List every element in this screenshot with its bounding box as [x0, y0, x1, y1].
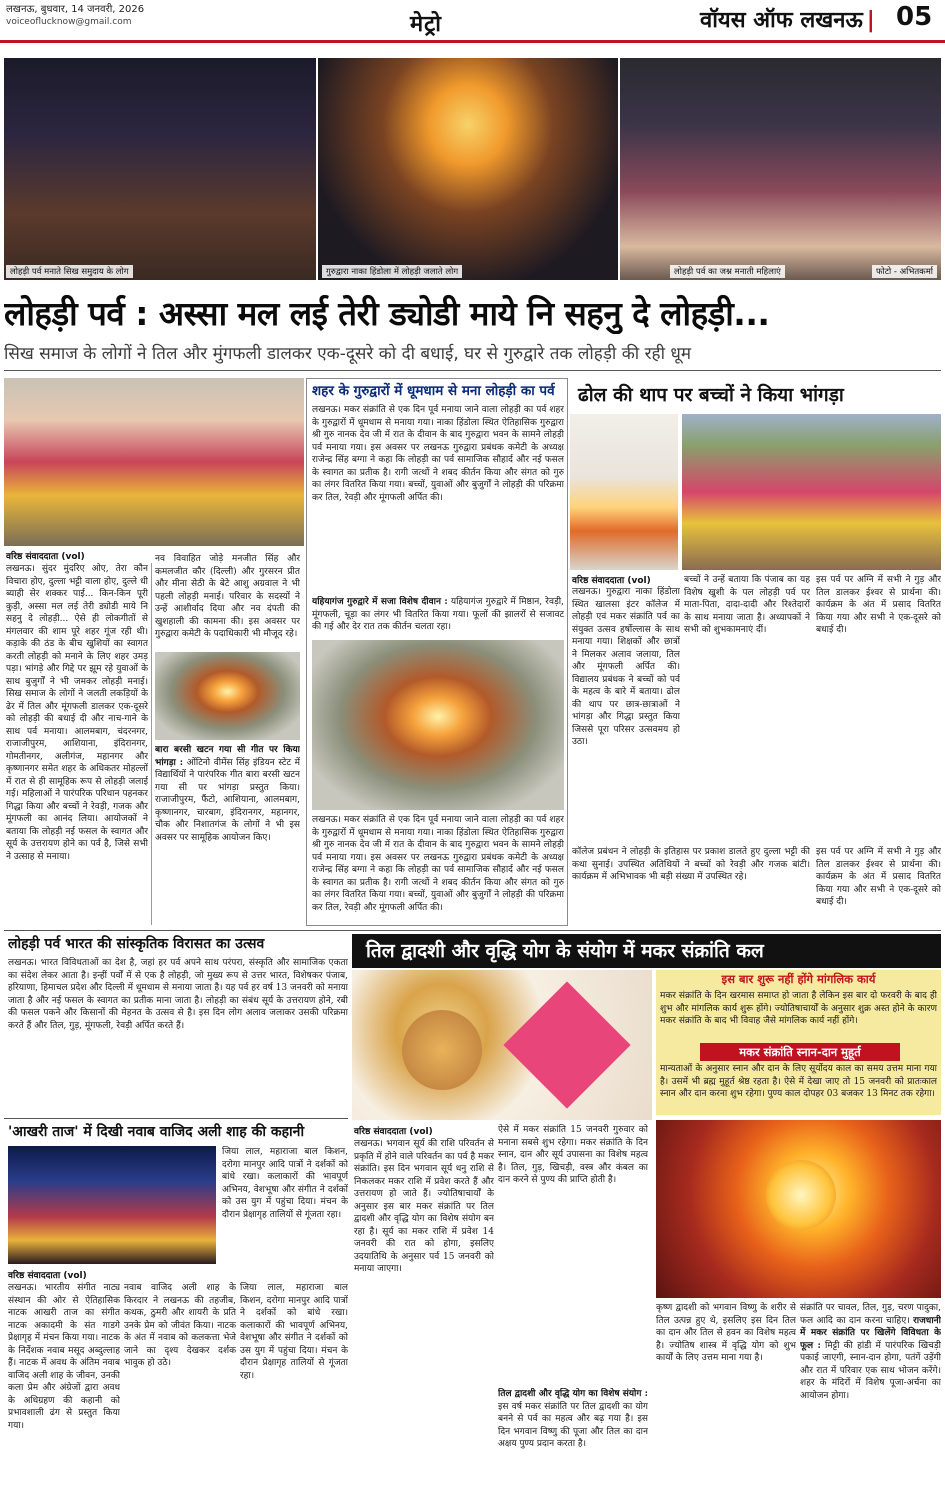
section-rule [4, 930, 941, 931]
byline-dhol: वरिष्ठ संवाददाता (vol) [572, 576, 651, 586]
akhri-body-2-cont: जिया लाल, महाराजा बाल किशन, दरोगा मानपुर आदि पात्रों ने दर्शकों को बांधे रखा। कलाकारों की भावपूर्ण अभिनय, वेशभूषा और संगीत ने दर्शकों को उस युग में पहुंचा दिया। मंचन के दौरान प्रेक्षागृह तालियों से गूंजता रहा। [240, 1283, 348, 1381]
byline-left: वरिष्ठ संवाददाता (vol) [6, 552, 85, 562]
photo-small-bonfire [155, 652, 300, 740]
dhol-body-4: इस पर्व पर अग्नि में सभी ने गुड़ और तिल डालकर ईश्वर से प्रार्थना की। कार्यक्रम के अंत में प्रसाद वितरित किया गया और सभी ने एक-दूसरे को बधाई दी। [816, 575, 941, 635]
dateline: लखनऊ, बुधवार, 14 जनवरी, 2026 [6, 4, 145, 15]
photo-women-celebrating [620, 58, 941, 280]
photo-crowd-dancing [4, 378, 304, 546]
photo-caption-2: गुरुद्वारा नाका हिंडोला में लोहड़ी जलाते लोग [322, 265, 462, 278]
photo-credit: फोटो - अभितकर्मा [872, 265, 937, 278]
photo-stage-play [8, 1146, 216, 1264]
dhol-body-2: कॉलेज प्रबंधन ने लोहड़ी के इतिहास पर प्रकाश डालते हुए दुल्ला भट्टी की कथा सुनाई। उपस्थित अतिथियों ने बच्चों को रेवड़ी और गजक बांटी। कार्यक्रम में अभिभावक भी बड़ी संख्या में उपस्थित रहे। [572, 847, 810, 882]
photo-til-kite [352, 970, 652, 1120]
story-left-subhead: बारा बरसी खटन गया सी गीत पर किया भांगड़ा : [155, 745, 300, 768]
sankranti-body5: संक्रांति पर चावल, तिल, गुड़, चरण पादुका, फल आदि का दान करना चाहिए। [800, 1303, 941, 1326]
dhol-body-4-cont: इस पर्व पर अग्नि में सभी ने गुड़ और तिल डालकर ईश्वर से प्रार्थना की। कार्यक्रम के अंत में प्रसाद वितरित किया गया और सभी ने एक-दूसरे को बधाई दी। [816, 847, 941, 907]
photo-children-bhangra [682, 414, 941, 570]
gurdwara-body: लखनऊ। मकर संक्रांति से एक दिन पूर्व मनाया जाने वाला लोहड़ी का पर्व शहर के गुरुद्वारों में धूमधाम से मनाया गया। नाका हिंडोला स्थित ऐतिहासिक गुरुद्वारा श्री गुरु नानक देव जी में रात के दीवान के बाद गुरुद्वारा भवन के सामने लोहड़ी पर्व मनाया गया। इस अवसर पर लखनऊ गुरुद्वारा प्रबंधक कमेटी के अध्यक्ष राजेन्द्र सिंह बग्गा ने कहा कि लोहड़ी का पर्व सामाजिक सौहार्द और नई फसल के स्वागत का प्रतीक है। रागी जत्थों ने शबद कीर्तन किया और संगत को गुरु का लंगर वितरित किया गया। बच्चों, युवाओं और बुजुर्गों ने लोहड़ी की परिक्रमा कर तिल, रेवड़ी और मूंगफली अर्पित की। [312, 405, 564, 503]
main-subheadline: सिख समाज के लोगों ने तिल और मुंगफली डालकर एक-दूसरे को दी बधाई, घर से गुरुद्वारे तक लोहड़ी की रही धूम [4, 344, 692, 364]
gurdwara-subhead: यहियागंज गुरुद्वारे में सजा विशेष दीवान : [312, 597, 448, 607]
sun-disc [766, 1160, 836, 1230]
gurdwara-body2: यहियागंज गुरुद्वारे में मिष्ठान, रेवड़ी, मूंगफली, चूड़ा का लंगर भी वितरित किया गया। फूलों की झालरों से सजावट की गई और देर रात तक कीर्तन चलता रहा। [312, 597, 564, 632]
byline-akhri: वरिष्ठ संवाददाता (vol) [8, 1271, 87, 1281]
dhol-body: लखनऊ। गुरुद्वारा नाका हिंडोला स्थित खालसा इंटर कॉलेज में लोहड़ी एवं मकर संक्रांति पर्व का संयुक्त उत्सव हर्षोल्लास के साथ मनाया गया। शिक्षकों और छात्रों ने मिलकर अलाव जलाया, तिल और मूंगफली अर्पित की। विद्यालय प्रबंधक ने बच्चों को पर्व के महत्व के बारे में बताया। ढोल की थाप पर छात्र-छात्राओं ने भांगड़ा और गिद्धा प्रस्तुत किया जिससे पूरा परिसर उत्सवमय हो उठा। [572, 587, 680, 747]
story-left-para1: लखनऊ। सुंदर मुंदरिए ओए, तेरा कौन विचारा होए, दुल्ला भट्टी वाला होए, दुल्ले धी ब्याही सेर शक्कर पाई... किन-किन पूरी कुड़ी, अस्सा मल लई तेरी ड्योडी माये नि सहनु दे लोहड़ी... ऐसे ही लोकगीतों से मंगलवार की शाम पूरे शहर गूंज रही थी। कड़ाके की ठंड के बीच खुशियों का स्वागत करती लोहड़ी को मनाने के लिए शहर उमड़ पड़ा। भांगड़े और गिद्दे पर झूम रहे युवाओं के साथ बुजुर्गों ने भी जमकर लोहड़ी मनाई। सिख समाज के लोगों ने जलती लकड़ियों के ढेर में तिल और मूंगफली डालकर एक-दूसरे को लोहड़ी की बधाई दी और नाच-गाने के साथ पर्व मनाया। [6, 564, 148, 737]
headline-rule [4, 370, 941, 371]
photo-gurdwara-bonfire [318, 58, 618, 280]
brand-word-1: वॉयस [700, 8, 746, 33]
sankranti-body3: इस वर्ष मकर संक्रांति पर तिल द्वादशी का योग बनने से पर्व का महत्व और बढ़ गया है। इस दिन भगवान विष्णु की पूजा और तिल का दान अक्षय पुण्य प्रदान करता है। [498, 1401, 648, 1449]
story-left-col2b [155, 744, 300, 926]
masthead-rule [0, 40, 945, 43]
sankranti-banner: तिल द्वादशी और वृद्धि योग के संयोग में मकर संक्रांति कल [352, 934, 941, 968]
photo-sikh-community-lohri [4, 58, 316, 280]
akhri-body-3: नवाब वाजिद अली शाह के किरदार ने लखनऊ की तहजीब, कथक, ठुमरी और शायरी के प्रति उनके प्रेम को जीवंत किया। नाटक के अंत में नवाब को कलकत्ता भेजे जाने का दृश्य देखकर दर्शक भावुक हो उठे। [124, 1283, 236, 1368]
gurdwara-body-cont: लखनऊ। मकर संक्रांति से एक दिन पूर्व मनाया जाने वाला लोहड़ी का पर्व शहर के गुरुद्वारों में धूमधाम से मनाया गया। नाका हिंडोला स्थित ऐतिहासिक गुरुद्वारा श्री गुरु नानक देव जी में रात के दीवान के बाद गुरुद्वारा भवन के सामने लोहड़ी पर्व मनाया गया। इस अवसर पर लखनऊ गुरुद्वारा प्रबंधक कमेटी के अध्यक्ष राजेन्द्र सिंह बग्गा ने कहा कि लोहड़ी का पर्व सामाजिक सौहार्द और नई फसल के स्वागत का प्रतीक है। रागी जत्थों ने शबद कीर्तन किया और संगत को गुरु का लंगर वितरित किया गया। बच्चों, युवाओं और बुजुर्गों ने लोहड़ी की परिक्रमा कर तिल, रेवड़ी और मूंगफली अर्पित की। [312, 815, 564, 913]
story-left-para4: ओंटिनो वीमेंस सिंह इंडियन स्टेट में विद्यार्थियों ने पारंपरिक गीत बारा बरसी खटन गया सी पर भांगड़ा प्रस्तुत किया। राजाजीपुरम, फैंटो, आशियाना, आलमबाग, कृष्णानगर, चारबाग, इंदिरानगर, महानगर, चौक और निशातगंज के लोगों ने भी इस अवसर पर सामूहिक आयोजन किए। [155, 757, 300, 843]
dhol-body-3: बच्चों ने उन्हें बताया कि पंजाब का यह विशेष खुशी के पल लोहड़ी पर्व पर माता-पिता, दादा-दादी और रिश्तेदारों के साथ मनाया जाता है। अध्यापकों ने सभी को शुभकामनाएं दीं। [684, 575, 810, 635]
photo-gurdwara-bonfire-2 [312, 640, 564, 810]
sankranti-body-5 [800, 1302, 941, 1494]
photo-surya-dev [656, 1120, 941, 1298]
newspaper-brand [700, 4, 879, 34]
brand-word-3: लखनऊ [800, 8, 863, 33]
culture-heading: लोहड़ी पर्व भारत की सांस्कृतिक विरासत का उत्सव [8, 936, 265, 952]
brand-separator: | [866, 8, 875, 33]
sankranti-subhead-2: राजधानी में मकर संक्रांति पर खिलेंगे विविधता के फूल : [800, 1315, 941, 1351]
story-left-para3: नव विवाहित जोड़े मनजीत सिंह और कमलजीत कौर (दिल्ली) और गुरसरन प्रीत और मीना सेठी के बेटे आशु अग्रवाल ने भी पहली लोहड़ी मनाई। परिवार के सदस्यों ने उन्हें आशीर्वाद दिया और नव दंपती की खुशहाली की कामना की। इस अवसर पर गुरुद्वारा कमेटी के पदाधिकारी भी मौजूद रहे। [155, 554, 300, 639]
sankranti-body-4: कृष्ण द्वादशी को भगवान विष्णु के शरीर से तिल उत्पन्न हुए थे, इसलिए इस दिन तिल का दान और तिल से हवन का विशेष महत्व है। ज्योतिष शास्त्र में वृद्धि योग को शुभ कार्यों के लिए उत्तम माना गया है। [656, 1303, 796, 1363]
box1-title: इस बार शुरू नहीं होंगे मांगलिक कार्य [656, 970, 941, 988]
main-headline: लोहड़ी पर्व : अस्सा मल लई तेरी ड्योडी माये नि सहनु दे लोहड़ी... [4, 294, 770, 333]
dhol-heading: ढोल की थाप पर बच्चों ने किया भांगड़ा [570, 378, 941, 412]
story-left-col1 [6, 563, 148, 925]
photo-caption-1: लोहड़ी पर्व मनाते सिख समुदाय के लोग [6, 265, 133, 278]
gurdwara-heading: शहर के गुरुद्वारों में धूमधाम से मना लोहड़ी का पर्व [312, 383, 555, 399]
laddoo-bowl [402, 1010, 482, 1090]
box1-body: मकर संक्रांति के दिन खरमास समाप्त हो जाता है लेकिन इस बार दो फरवरी के बाद ही शुभ और मांगलिक कार्य शुरू होंगे। ज्योतिषाचार्यों के अनुसार शुक्र अस्त होने के कारण मकर संक्रांति के बाद भी विवाह जैसे मांगलिक कार्य नहीं होंगे। [660, 991, 937, 1026]
akhri-taj-heading: 'आखरी ताज' में दिखी नवाब वाजिद अली शाह की कहानी [8, 1124, 305, 1140]
contact-email[interactable]: voiceoflucknow@gmail.com [6, 17, 132, 27]
byline-sankranti: वरिष्ठ संवाददाता (vol) [354, 1127, 433, 1137]
sankranti-body-3 [498, 1388, 648, 1494]
akhri-rule [4, 1118, 348, 1119]
sankranti-body6: मिट्टी की हांडी में पारंपरिक खिचड़ी पकाई जाएगी, स्नान-दान होगा, पतंगें उड़ेंगी और रात में परिवार एक साथ भोजन करेंगे। शहर के मंदिरों में विशेष पूजा-अर्चना का आयोजन होगा। [800, 1340, 941, 1401]
box2-title: मकर संक्रांति स्नान-दान मुहूर्त [700, 1043, 900, 1061]
sankranti-body-2: ऐसे में मकर संक्रांति 15 जनवरी गुरुवार को मनाना सबसे शुभ रहेगा। मकर संक्रांति के दिन स्नान, दान और सूर्य उपासना का विशेष महत्व है। तिल, गुड़, खिचड़ी, वस्त्र और कंबल का दान करने से पुण्य की प्राप्ति होती है। [498, 1125, 648, 1185]
culture-body: लखनऊ। भारत विविधताओं का देश है, जहां हर पर्व अपने साथ परंपरा, संस्कृति और सामाजिक एकता का संदेश लेकर आता है। इन्हीं पर्वों में से एक है लोहड़ी, जो मुख्य रूप से उत्तर भारत, विशेषकर पंजाब, हरियाणा, हिमाचल प्रदेश और दिल्ली में धूमधाम से मनाया जाता है। यह पर्व हर वर्ष 13 जनवरी को मनाया जाता है और नई फसल के स्वागत का प्रतीक माना जाता है। लोहड़ी का संबंध सूर्य के उत्तरायण होने, रबी की फसल पकने और किसानों की मेहनत के उत्सव से है। इस दिन लोग अलाव जलाकर उसकी परिक्रमा करते हैं और तिल, गुड़, मूंगफली, रेवड़ी अर्पित करते हैं। [8, 958, 348, 1031]
kite-shape [503, 981, 630, 1108]
photo-caption-3: लोहड़ी पर्व का जश्न मनाती महिलाएं [670, 265, 785, 278]
akhri-body: लखनऊ। भारतीय संगीत नाट्य संस्थान की ओर से ऐतिहासिक नाटक आखरी ताज का संगीत नाटक अकादमी के संत गाडगे प्रेक्षागृह में मंचन किया गया। नाटक के निर्देशक नवाब मसूद अब्दुल्लाह हैं। नाटक में अवध के अंतिम नवाब वाजिद अली शाह के जीवन, उनकी कला प्रेम और अंग्रेजों द्वारा अवध के अधिग्रहण की कहानी को प्रभावशाली ढंग से प्रस्तुत किया गया। [8, 1283, 120, 1431]
box2-body: मान्यताओं के अनुसार स्नान और दान के लिए सूर्योदय काल का समय उत्तम माना गया है। उसमें भी ब्रह्म मुहूर्त श्रेष्ठ रहता है। ऐसे में देखा जाए तो 15 जनवरी को प्रातःकाल स्नान और दान करना शुभ रहेगा। पुण्य काल दोपहर 03 बजकर 13 मिनट तक रहेगा। [660, 1064, 937, 1099]
gurdwara-body-2 [312, 596, 564, 634]
col-divider [151, 563, 152, 925]
sankranti-body: लखनऊ। भगवान सूर्य की राशि परिवर्तन से प्रकृति में होने वाले परिवर्तन का पर्व है मकर संक्रांति। इस दिन भगवान सूर्य धनु राशि से निकलकर मकर राशि में प्रवेश करते हैं और उत्तरायण हो जाते हैं। ज्योतिषाचार्यों के अनुसार इस बार मकर संक्रांति पर तिल द्वादशी और वृद्धि योग का विशेष संयोग बन रहा है। सूर्य का मकर राशि में प्रवेश 14 जनवरी की रात को होगा, इसलिए उदयातिथि के अनुसार पर्व 15 जनवरी को मनाया जाएगा। [354, 1139, 494, 1274]
photo-couple-lohri [570, 414, 678, 570]
page-number: 05 [896, 2, 933, 32]
section-name: मेट्रो [410, 12, 442, 37]
akhri-body-2: जिया लाल, महाराजा बाल किशन, दरोगा मानपुर आदि पात्रों ने दर्शकों को बांधे रखा। कलाकारों की भावपूर्ण अभिनय, वेशभूषा और संगीत ने दर्शकों को उस युग में पहुंचा दिया। मंचन के दौरान प्रेक्षागृह तालियों से गूंजता रहा। [222, 1147, 348, 1220]
story-left-para2: आलमबाग, चंदरनगर, राजाजीपुरम, आशियाना, इंदिरानगर, गोमतीनगर, अलीगंज, महानगर और कृष्णानगर समेत शहर के अधिकतर मोहल्लों में रात से ही सामूहिक रूप से लोहड़ी जलाई गई। महिलाओं ने पारंपरिक परिधान पहनकर गिद्धा किया और बच्चों ने रेवड़ी, गजक और मूंगफली का आनंद लिया। आयोजकों ने बताया कि लोहड़ी नई फसल के स्वागत और सूर्य के उत्तरायण होने का पर्व है, जिसे सभी ने उत्साह से मनाया। [6, 726, 148, 862]
sankranti-subhead: तिल द्वादशी और वृद्धि योग का विशेष संयोग : [498, 1389, 648, 1399]
brand-word-2: ऑफ [753, 8, 793, 33]
dateline-block [6, 4, 144, 28]
